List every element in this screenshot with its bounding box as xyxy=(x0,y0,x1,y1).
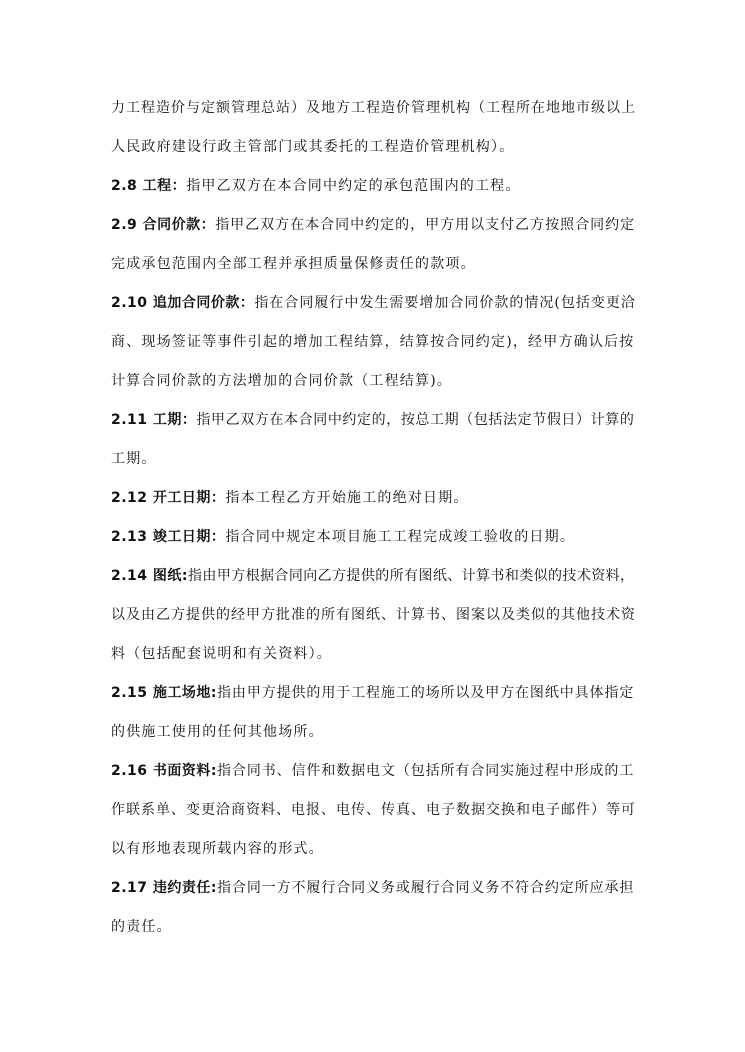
clause-2-15-line-2: 的供施工使用的任何其他场所。 xyxy=(111,724,324,740)
clause-2-10-line-2: 商、现场签证等事件引起的增加工程结算，结算按合同约定)，经甲方确认后按 xyxy=(111,334,635,350)
clause-2-9 xyxy=(111,215,636,235)
clause-term: 2.15 施工场地: xyxy=(111,685,218,701)
clause-2-14-line-2: 以及由乙方提供的经甲方批准的所有图纸、计算书、图案以及类似的其他技术资 xyxy=(111,607,636,623)
clause-term: 2.9 合同价款： xyxy=(111,217,216,233)
clause-text: 指在合同履行中发生需要增加合同价款的情况(包括变更洽 xyxy=(254,295,636,311)
clause-text: 指合同一方不履行合同义务或履行合同义务不符合约定所应承担 xyxy=(217,880,635,896)
clause-2-10 xyxy=(111,293,636,313)
clause-term: 2.16 书面资料: xyxy=(111,763,218,779)
clause-term: 2.10 追加合同价款： xyxy=(111,295,255,311)
clause-2-16 xyxy=(111,761,636,781)
clause-2-10-line-3: 计算合同价款的方法增加的合同价款（工程结算)。 xyxy=(111,373,453,389)
clause-2-14 xyxy=(111,566,636,586)
clause-text: 指由甲方根据合同向乙方提供的所有图纸、计算书和类似的技术资料， xyxy=(188,568,635,584)
clause-text: 指甲乙双方在本合同中约定的，甲方用以支付乙方按照合同约定 xyxy=(215,217,636,233)
intro-line-1: 力工程造价与定额管理总站）及地方工程造价管理机构（工程所在地地市级以上 xyxy=(111,100,636,116)
clause-2-15 xyxy=(111,683,636,703)
clause-2-16-line-3: 以有形地表现所载内容的形式。 xyxy=(111,841,324,857)
clause-2-11 xyxy=(111,410,636,430)
clause-term: 2.13 竣工日期： xyxy=(111,529,226,545)
clause-term: 2.11 工期： xyxy=(111,412,197,428)
clause-text: 指由甲方提供的用于工程施工的场所以及甲方在图纸中具体指定 xyxy=(217,685,635,701)
clause-2-17-line-2: 的责任。 xyxy=(111,919,172,935)
clause-2-12 xyxy=(111,488,636,508)
clause-text: 指合同书、信件和数据电文（包括所有合同实施过程中形成的工 xyxy=(217,763,635,779)
clause-term: 2.17 违约责任: xyxy=(111,880,218,896)
clause-2-16-line-2: 作联系单、变更洽商资料、电报、电传、传真、电子数据交换和电子邮件）等可 xyxy=(111,802,636,818)
clause-term: 2.14 图纸: xyxy=(111,568,189,584)
clause-2-8 xyxy=(111,176,636,196)
clause-text: 指甲乙双方在本合同中约定的承包范围内的工程。 xyxy=(186,178,521,194)
clause-2-17 xyxy=(111,878,636,898)
clause-2-13 xyxy=(111,527,636,547)
clause-2-14-line-3: 料（包括配套说明和有关资料）。 xyxy=(111,646,332,662)
intro-line-2: 人民政府建设行政主管部门或其委托的工程造价管理机构）。 xyxy=(111,139,515,155)
clause-text: 指本工程乙方开始施工的绝对日期。 xyxy=(225,490,469,506)
clause-text: 指合同中规定本项目施工工程完成竣工验收的日期。 xyxy=(225,529,576,545)
clause-term: 2.12 开工日期： xyxy=(111,490,226,506)
clause-text: 指甲乙双方在本合同中约定的，按总工期（包括法定节假日）计算的 xyxy=(196,412,635,428)
clause-term: 2.8 工程： xyxy=(111,178,187,194)
clause-2-9-line-2: 完成承包范围内全部工程并承担质量保修责任的款项。 xyxy=(111,256,476,272)
clause-2-11-line-2: 工期。 xyxy=(111,451,157,467)
